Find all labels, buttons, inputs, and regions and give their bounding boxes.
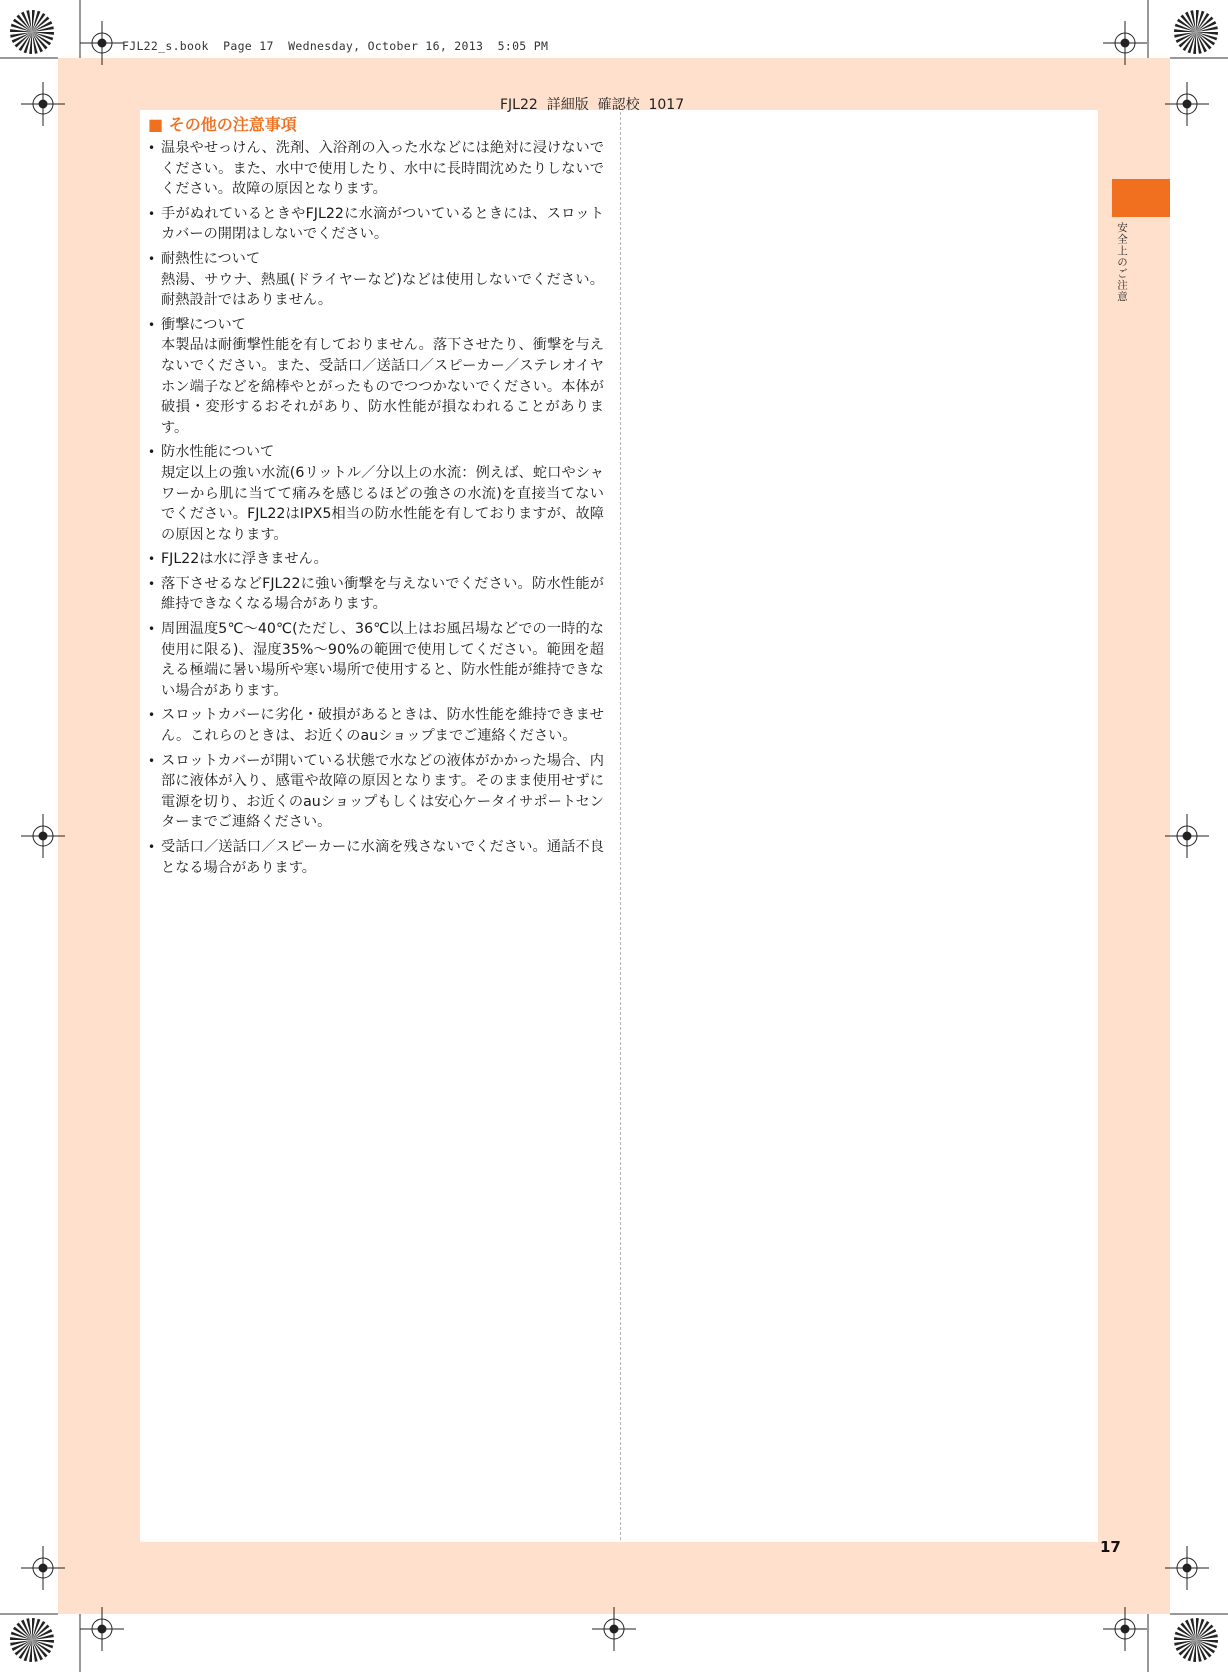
registration-mark-icon [21, 814, 65, 858]
proof-header: FJL22 詳細版 確認校 1017 [500, 97, 685, 113]
note-text: • スロットカバーが開いている状態で水などの液体がかかった場合、内部に液体が入り、感電や故障の原因となります。そのまま使用せずに電源を切り、お近くのauショップもしくは安心ケータイサポートセンターまでご連絡ください。 [161, 752, 604, 831]
section-marker-icon: ■ [148, 115, 164, 134]
note-text: • 温泉やせっけん、洗剤、入浴剤の入った水などには絶対に浸けないでください。また、水中で使用したり、水中に長時間沈めたりしないでください。故障の原因となります。 [161, 140, 604, 198]
print-info-slug: FJL22_s.book Page 17 Wednesday, October 16, 2013 5:05 PM [122, 39, 549, 53]
registration-mark-icon [592, 1607, 636, 1651]
note-heading: • 衝撃について [161, 316, 246, 333]
note-text: • FJL22は水に浮きません。 [161, 551, 328, 568]
note-text: 規定以上の強い水流(6リットル／分以上の水流：例えば、蛇口やシャワーから肌に当てて痛みを感じるほどの強さの水流)を直接当てないでください。FJL22はIPX5相当の防水性能を有しておりますが、故障の原因となります。 [161, 464, 604, 543]
color-bar-starburst-icon [1174, 10, 1218, 54]
registration-mark-icon [80, 21, 124, 65]
note-text: 熱湯、サウナ、熱風(ドライヤーなど)などは使用しないでください。耐熱設計ではありません。 [161, 271, 604, 309]
registration-mark-icon [21, 82, 65, 126]
chapter-tab-label: 安全上のご注意 [1116, 222, 1128, 303]
page-number: 17 [1100, 1538, 1121, 1556]
color-bar-starburst-icon [10, 1618, 54, 1662]
registration-mark-icon [1103, 1607, 1147, 1651]
note-heading: • 耐熱性について [161, 250, 261, 267]
color-bar-starburst-icon [1174, 1618, 1218, 1662]
note-text: • 手がぬれているときやFJL22に水滴がついているときには、スロットカバーの開閉はしないでください。 [161, 205, 604, 243]
section-title: その他の注意事項 [168, 115, 297, 134]
note-text: • 受話口／送話口／スピーカーに水滴を残さないでください。通話不良となる場合があります。 [161, 839, 604, 876]
note-text: • 落下させるなどFJL22に強い衝撃を与えないでください。防水性能が維持できなくなる場合があります。 [161, 575, 604, 613]
note-text: 本製品は耐衝撃性能を有しておりません。落下させたり、衝撃を与えないでください。また、受話口／送話口／スピーカー／ステレオイヤホン端子などを綿棒やとがったものでつつかないでください。本体が破損・変形するおそれがあり、防水性能が損なわれることがあります。 [161, 337, 604, 436]
note-heading: • 防水性能について [161, 444, 275, 461]
registration-mark-icon [1165, 1546, 1209, 1590]
registration-mark-icon [21, 1546, 65, 1590]
note-text: • 周囲温度5℃～40℃(ただし、36℃以上はお風呂場などでの一時的な使用に限る)、湿度35%～90%の範囲で使用してください。範囲を超える極端に暑い場所や寒い場所で使用すると、防水性能が維持できない場合があります。 [161, 621, 604, 699]
registration-mark-icon [1103, 21, 1147, 65]
color-bar-starburst-icon [10, 10, 54, 54]
registration-mark-icon [1165, 82, 1209, 126]
registration-mark-icon [80, 1607, 124, 1651]
registration-mark-icon [1165, 814, 1209, 858]
note-text: • スロットカバーに劣化・破損があるときは、防水性能を維持できません。これらのときは、お近くのauショップまでご連絡ください。 [161, 707, 604, 745]
